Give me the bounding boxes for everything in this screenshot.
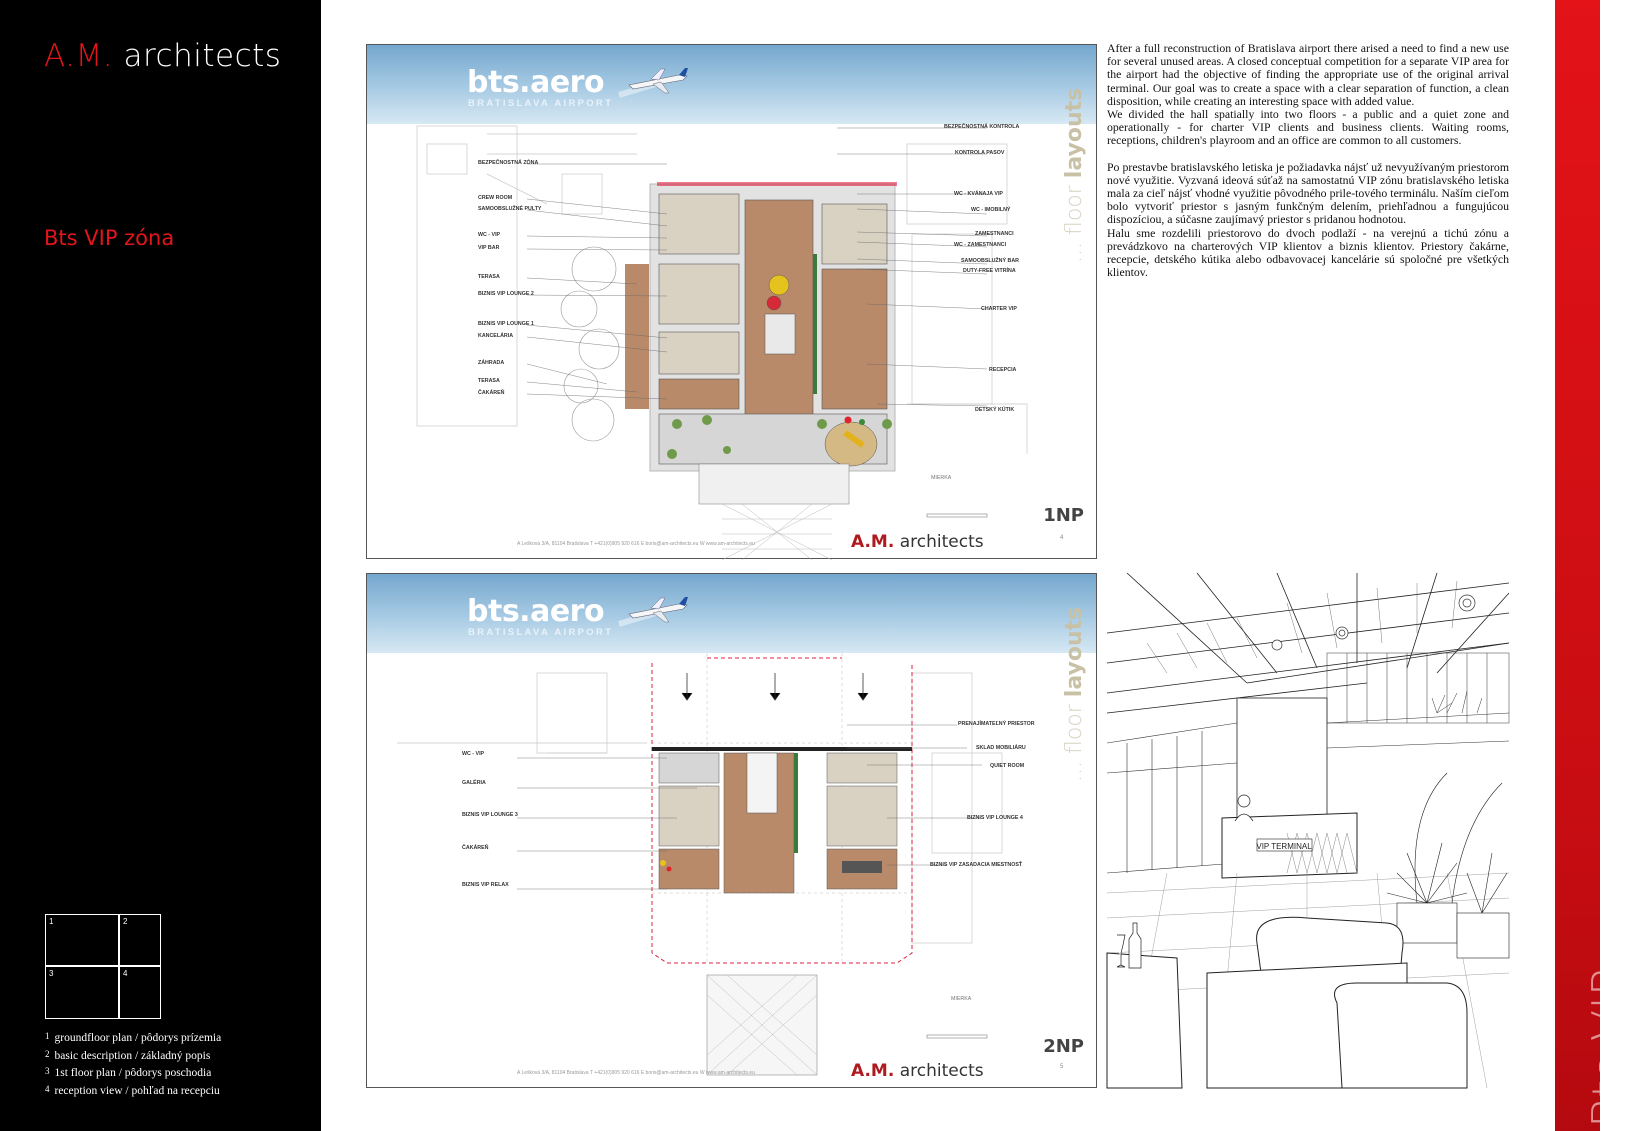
page-number: 4 bbox=[1060, 535, 1064, 541]
bts-logo: bts.aero bbox=[467, 65, 605, 100]
brand-logo bbox=[44, 38, 281, 74]
plan-label: SKLAD MOBILIÁRU bbox=[976, 745, 1026, 751]
description-en-paragraph: We divided the hall spatially into two floors - a public and a quiet zone and operationally - for charter VIP clients and business clients. Waiting rooms, receptions, children's playroom and an office are common to all customers. bbox=[1107, 107, 1509, 148]
plan-label: BIZNIS VIP LOUNGE 2 bbox=[478, 291, 534, 297]
bts-logo-subtitle: BRATISLAVA AIRPORT bbox=[468, 98, 614, 109]
plan-label: ZÁHRADA bbox=[478, 360, 505, 366]
bts-logo-subtitle: BRATISLAVA AIRPORT bbox=[468, 627, 614, 638]
groundfloor-plan-drawing bbox=[367, 124, 1098, 560]
plan-label: WC - VIP bbox=[462, 751, 485, 757]
plan-label: BIZNIS VIP LOUNGE 4 bbox=[967, 815, 1023, 821]
plan-label: BIZNIS VIP LOUNGE 3 bbox=[462, 812, 518, 818]
plan-label: KANCELÁRIA bbox=[478, 333, 514, 339]
plan-label: CREW ROOM bbox=[478, 195, 513, 201]
grid-cell-4: 4 bbox=[119, 966, 161, 1019]
plan-label: WC - VIP bbox=[478, 232, 501, 238]
plan-label: PRENAJÍMATEĽNÝ PRIESTOR bbox=[958, 721, 1035, 727]
plan-label: GALÉRIA bbox=[462, 780, 486, 786]
reception-view-drawing bbox=[1107, 573, 1509, 1088]
layout-grid-diagram bbox=[45, 914, 161, 1019]
sheet-brand: A.M. architects bbox=[851, 532, 984, 552]
description-sk-paragraph: Halu sme rozdelili priestorovo do dvoch podlaží - na verejnú a tichú zónu a prevádzkovo na charterových VIP klientov a biznis klientov. Priestory čakárne, recepcie, detského kútika alebo odbavovacej kancelárie sú spoločné pre všetkých klientov. bbox=[1107, 225, 1509, 280]
floor-layouts-label: ... floor layouts bbox=[1062, 606, 1087, 782]
plan-label: QUIET ROOM bbox=[990, 763, 1025, 769]
strip-title: Bts VIP bbox=[1582, 968, 1636, 1128]
plan-label: TERASA bbox=[478, 274, 500, 280]
contact-line: A Lešková 3/A, 81104 Bratislava T +421(0)905 920 616 E boris@am-architects.eu W www.am-architects.eu bbox=[517, 1070, 755, 1076]
floor-layouts-label: ... floor layouts bbox=[1062, 87, 1087, 263]
left-panel bbox=[0, 0, 321, 1131]
description-en-paragraph: After a full reconstruction of Bratislava airport there arised a need to find a new use for several unused areas. A closed conceptual competition for a separate VIP area for the airport had the objective of finding the appropriate use of the original arrival terminal. Our goal was to create a space with a clear separation of function, a clean disposition, while creating an interesting space with added value. bbox=[1107, 41, 1509, 108]
plan-label: WC - ZAMESTNANCI bbox=[954, 242, 1007, 248]
plan-label: DUTY-FREE VITRÍNA bbox=[963, 268, 1016, 274]
firstfloor-plan-sheet bbox=[366, 573, 1097, 1088]
sheet-header bbox=[367, 45, 1096, 124]
plan-label: BIZNIS VIP ZASADACIA MIESTNOSŤ bbox=[930, 862, 1023, 868]
plan-label: KONTROLA PASOV bbox=[955, 150, 1005, 156]
plan-label: ZAMESTNANCI bbox=[975, 231, 1014, 237]
plan-label: BIZNIS VIP LOUNGE 1 bbox=[478, 321, 534, 327]
scale-label: MIERKA bbox=[931, 475, 952, 481]
grid-cell-2: 2 bbox=[119, 914, 161, 966]
plan-label: ČAKÁREŇ bbox=[462, 845, 489, 851]
sheet-header bbox=[367, 574, 1096, 653]
brand-suffix: architects bbox=[123, 38, 282, 74]
legend-item: 4 reception view / pohľad na recepciu bbox=[45, 1083, 220, 1097]
airplane-icon bbox=[619, 67, 689, 97]
legend bbox=[45, 1029, 221, 1099]
legend-item: 1 groundfloor plan / pôdorys prízemia bbox=[45, 1031, 222, 1044]
sheet-brand: A.M. architects bbox=[851, 1061, 984, 1081]
reception-perspective bbox=[1107, 573, 1509, 1088]
plan-label: BIZNIS VIP RELAX bbox=[462, 882, 509, 888]
firstfloor-plan-drawing bbox=[367, 653, 1098, 1089]
plan-label: SAMOOBSLUŽNÝ BAR bbox=[961, 258, 1019, 264]
floor-code: 2NP bbox=[1043, 1036, 1084, 1057]
plan-label: BEZPEČNOSTNÁ ZÓNA bbox=[478, 160, 539, 166]
reception-desk-sign: VIP TERMINAL bbox=[1256, 842, 1312, 851]
page-number: 5 bbox=[1060, 1064, 1064, 1070]
description-sk-paragraph: Po prestavbe bratislavského letiska je požiadavka nájsť už nevyužívaným priestorom nové využitie. Vyzvaná ideová súťaž na samostatnú VIP zónu bratislavského letiska mala za cieľ nájsť vhodné využitie pôvodného prile-tového terminálu. Naším cieľom bolo vytvoriť priestor s jasným funkčným delením, priehľadnou a fungujúcou dispozíciou, a súčasne zaujímavý priestor s pridanou hodnotou. bbox=[1107, 159, 1509, 227]
grid-cell-1: 1 bbox=[45, 914, 119, 966]
project-description bbox=[1107, 42, 1509, 279]
plan-label: RECEPCIA bbox=[989, 367, 1017, 373]
plan-label: VIP BAR bbox=[478, 245, 500, 251]
plan-label: ČAKÁREŇ bbox=[478, 390, 505, 396]
airplane-icon bbox=[619, 596, 689, 626]
bts-logo: bts.aero bbox=[467, 594, 605, 629]
project-title: Bts VIP zóna bbox=[44, 226, 175, 250]
grid-cell-3: 3 bbox=[45, 966, 119, 1019]
plan-label: CHARTER VIP bbox=[981, 306, 1017, 312]
plan-label: TERASA bbox=[478, 378, 500, 384]
floor-code: 1NP bbox=[1043, 505, 1084, 526]
groundfloor-plan-sheet bbox=[366, 44, 1097, 559]
plan-label: DETSKÝ KÚTIK bbox=[975, 407, 1015, 413]
legend-item: 3 1st floor plan / pôdorys poschodia bbox=[45, 1066, 212, 1079]
plan-label: SAMOOBSLUŽNÉ PULTY bbox=[478, 206, 542, 212]
plan-label: WC - KVÁNAJA VIP bbox=[954, 191, 1003, 197]
scale-label: MIERKA bbox=[951, 996, 972, 1002]
legend-item: 2 basic description / základný popis bbox=[45, 1048, 211, 1062]
plan-label: BEZPEČNOSTNÁ KONTROLA bbox=[944, 124, 1020, 130]
contact-line: A Lešková 3/A, 81104 Bratislava T +421(0)905 920 616 E boris@am-architects.eu W www.am-architects.eu bbox=[517, 541, 755, 547]
right-accent-strip bbox=[1555, 0, 1636, 1131]
plan-label: WC - IMOBILNÝ bbox=[971, 207, 1011, 213]
brand-prefix: A.M. bbox=[44, 38, 114, 74]
